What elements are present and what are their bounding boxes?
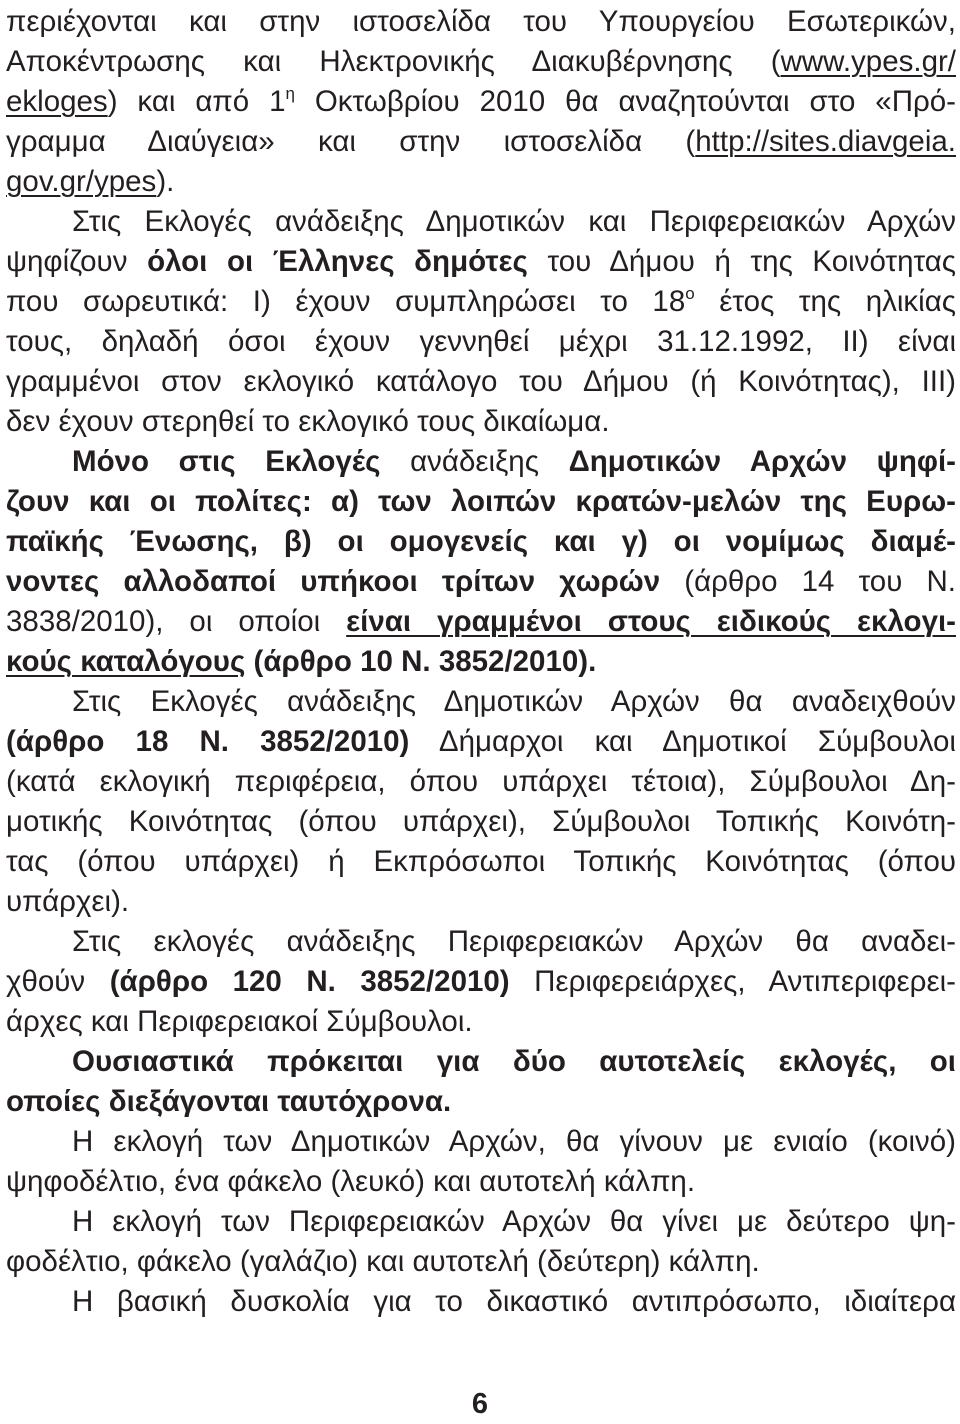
text-line: κούς καταλόγους (άρθρο 10 Ν. 3852/2010). xyxy=(6,645,597,678)
ypes-link[interactable]: www.ypes.gr/ xyxy=(780,45,956,78)
paragraph-start: Ουσιαστικά πρόκειται για δύο αυτοτελείς εκλογές, οι xyxy=(72,1045,956,1078)
text-line: χθούν (άρθρο 120 Ν. 3852/2010) Περιφερειάρχες, Αντιπεριφερει- xyxy=(6,965,956,998)
text-line: ψηφοδέλτιο, ένα φάκελο (λευκό) και αυτοτελή κάλπη. xyxy=(6,1165,696,1198)
text-line: gov.gr/ypes). xyxy=(6,165,175,198)
paragraph-start: Στις εκλογές ανάδειξης Περιφερειακών Αρχών θα αναδει- xyxy=(72,925,956,958)
paragraph-start: Η βασική δυσκολία για το δικαστικό αντιπρόσωπο, ιδιαίτερα xyxy=(72,1285,956,1318)
text-line: (άρθρο 18 Ν. 3852/2010) Δήμαρχοι και Δημοτικοί Σύμβουλοι xyxy=(6,725,956,758)
text-line: ψηφίζουν όλοι οι Έλληνες δημότες του Δήμου ή της Κοινότητας xyxy=(6,245,957,278)
text-line: ζουν και οι πολίτες: α) των λοιπών κρατών-μελών της Ευρω- xyxy=(6,485,956,518)
text-line: δεν έχουν στερηθεί το εκλογικό τους δικαίωμα. xyxy=(6,405,610,438)
paragraph-start: Η εκλογή των Περιφερειακών Αρχών θα γίνει με δεύτερο ψη- xyxy=(72,1205,956,1238)
text-line: φοδέλτιο, φάκελο (γαλάζιο) και αυτοτελή (δεύτερη) κάλπη. xyxy=(6,1245,760,1278)
text-line: άρχες και Περιφερειακοί Σύμβουλοι. xyxy=(6,1005,473,1038)
text-line: περιέχονται και στην ιστοσελίδα του Υπουργείου Εσωτερικών, xyxy=(6,5,956,38)
text-line: που σωρευτικά: Ι) έχουν συμπληρώσει το $18^o$ έτος της ηλικίας xyxy=(6,284,956,318)
text-line: τας (όπου υπάρχει) ή Εκπρόσωποι Τοπικής Κοινότητας (όπου xyxy=(6,845,956,878)
diavgeia-link[interactable]: gov.gr/ypes xyxy=(6,165,157,198)
paragraph-start: Μόνο στις Εκλογές ανάδειξης Δημοτικών Αρχών ψηφί- xyxy=(72,445,956,478)
paragraph-start: Στις Εκλογές ανάδειξης Δημοτικών και Περιφερειακών Αρχών xyxy=(72,205,956,238)
text-line: οποίες διεξάγονται ταυτόχρονα. xyxy=(6,1085,452,1118)
text-line: ekloges) και από $1^\eta$ Οκτωβρίου 2010 θα αναζητούνται στο «Πρό- xyxy=(6,84,957,118)
text-line: Αποκέντρωσης και Ηλεκτρονικής Διακυβέρνησης (www.ypes.gr/ xyxy=(6,45,956,78)
paragraph-start: Στις Εκλογές ανάδειξης Δημοτικών Αρχών θα αναδειχθούν xyxy=(72,685,956,718)
text-line: μοτικής Κοινότητας (όπου υπάρχει), Σύμβουλοι Τοπικής Κοινότη- xyxy=(6,805,956,838)
text-line: παϊκής Ένωσης, β) οι ομογενείς και γ) οι νομίμως διαμέ- xyxy=(6,525,956,558)
paragraph-start: Η εκλογή των Δημοτικών Αρχών, θα γίνουν με ενιαίο (κοινό) xyxy=(72,1125,956,1158)
diavgeia-link[interactable]: http://sites.diavgeia. xyxy=(695,125,956,158)
page-number: 6 xyxy=(471,1388,489,1420)
text-line: γραμμένοι στον εκλογικό κατάλογο του Δήμου (ή Κοινότητας), ΙΙΙ) xyxy=(6,365,956,398)
text-line: υπάρχει). xyxy=(6,885,130,918)
ypes-link[interactable]: ekloges xyxy=(6,85,108,118)
text-line: τους, δηλαδή όσοι έχουν γεννηθεί μέχρι 31.12.1992, ΙΙ) είναι xyxy=(6,325,956,358)
text-line: νοντες αλλοδαποί υπήκοοι τρίτων χωρών (άρθρο 14 του Ν. xyxy=(6,565,956,598)
text-line: (κατά εκλογική περιφέρεια, όπου υπάρχει τέτοια), Σύμβουλοι Δη- xyxy=(6,765,956,798)
text-line: 3838/2010), οι οποίοι είναι γραμμένοι στους ειδικούς εκλογι- xyxy=(6,605,956,638)
text-line: γραμμα Διαύγεια» και στην ιστοσελίδα (http://sites.diavgeia. xyxy=(6,125,956,158)
